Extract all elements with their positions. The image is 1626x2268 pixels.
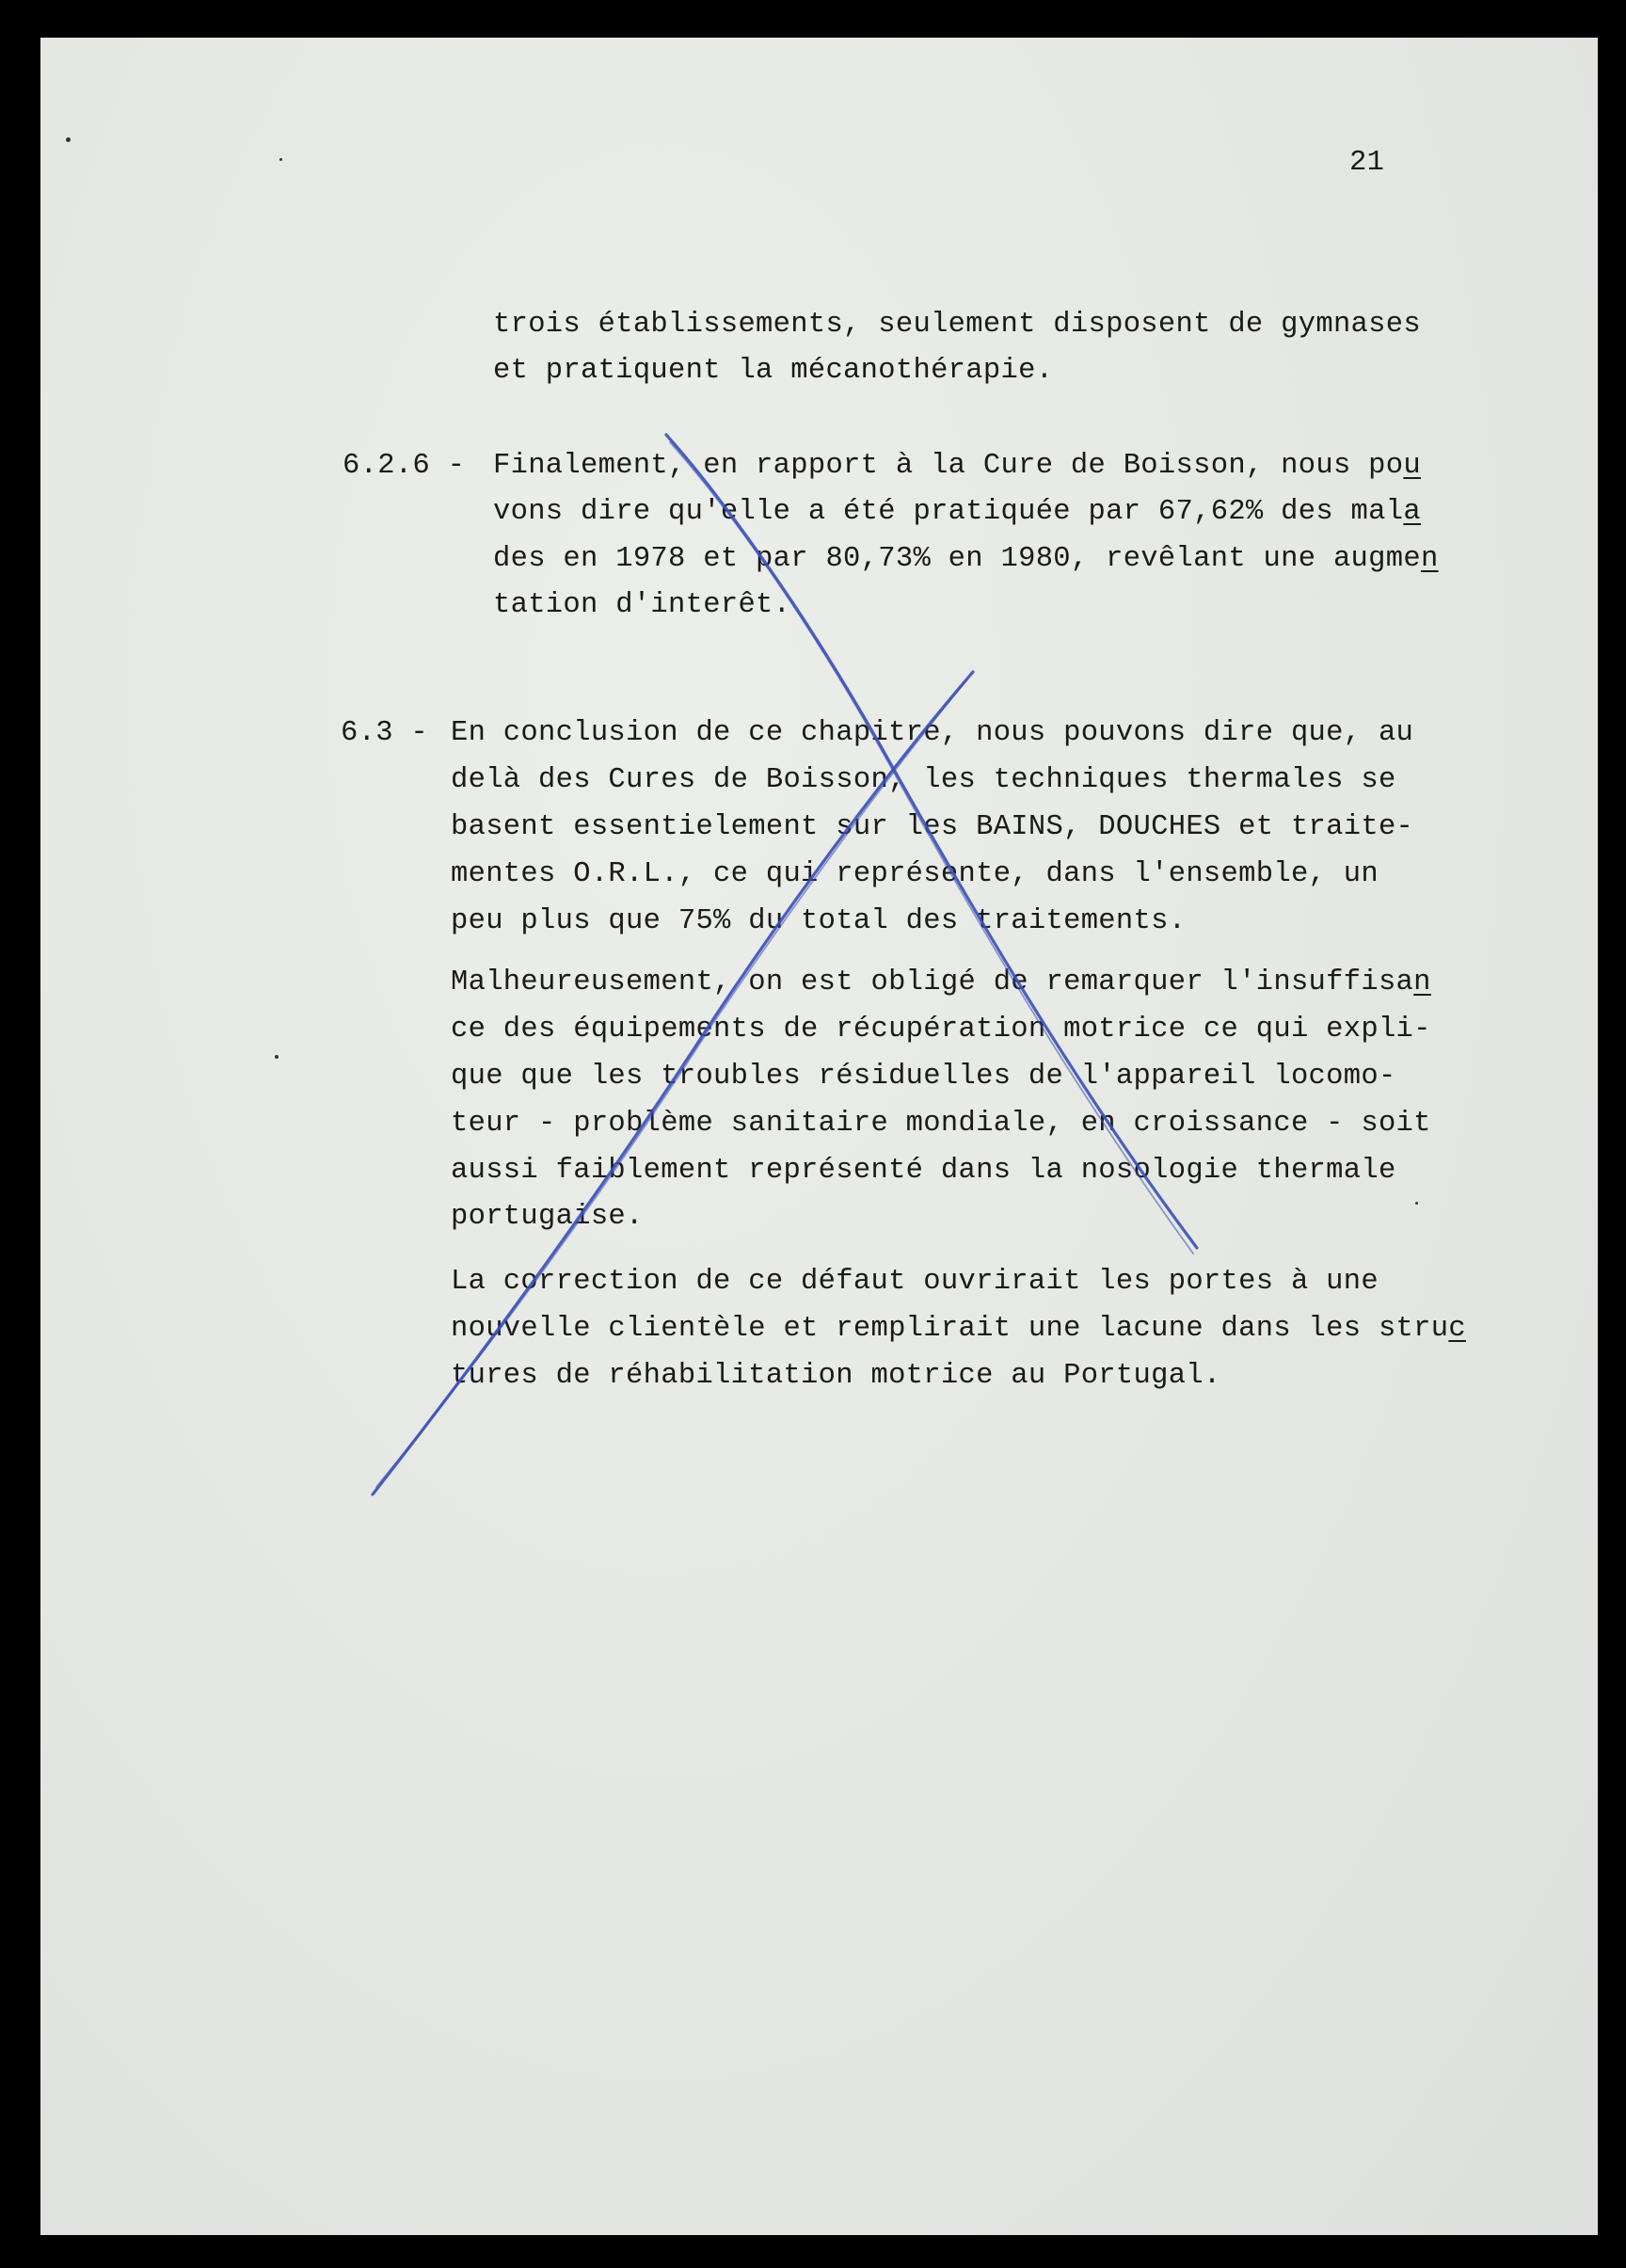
section-number-6-2-6: 6.2.6 - — [343, 450, 466, 482]
text-line: tures de réhabilitation motrice au Portugal. — [451, 1360, 1221, 1392]
text-line: ce des équipements de récupération motrice ce qui expli- — [451, 1014, 1431, 1046]
text-line: vons dire qu'elle a été pratiquée par 67,62% des mala — [493, 496, 1421, 528]
page-number: 21 — [1349, 147, 1385, 179]
text-line: Malheureusement, on est obligé de remarquer l'insuffisan — [451, 966, 1431, 998]
text-line: des en 1978 et par 80,73% en 1980, revêlant une augmen — [493, 543, 1439, 575]
text-line: mentes O.R.L., ce qui représente, dans l'ensemble, un — [451, 858, 1379, 890]
text-line: delà des Cures de Boisson, les techniques thermales se — [451, 764, 1396, 796]
section-6-2-6-text — [493, 450, 1439, 621]
paper-speck — [279, 158, 282, 161]
paper-speck — [66, 137, 71, 142]
text-line: En conclusion de ce chapitre, nous pouvons dire que, au — [451, 717, 1414, 749]
section-number-6-3: 6.3 - — [341, 717, 429, 749]
text-line: tation d'interêt. — [493, 589, 791, 621]
paragraph-malheureusement — [451, 966, 1431, 1233]
text-line: nouvelle clientèle et remplirait une lacune dans les struc — [451, 1313, 1466, 1345]
paper-speck — [275, 1055, 279, 1059]
text-line: basent essentielement sur les BAINS, DOUCHES et traite- — [451, 811, 1414, 843]
section-6-3-text — [451, 717, 1414, 937]
paper-speck — [1415, 1202, 1418, 1205]
text-line: Finalement, en rapport à la Cure de Boisson, nous pou — [493, 450, 1421, 482]
paragraph-continuation — [493, 309, 1421, 405]
text-line: que que les troubles résiduelles de l'appareil locomo- — [451, 1061, 1396, 1093]
text-line: peu plus que 75% du total des traitements. — [451, 905, 1187, 937]
text-line: La correction de ce défaut ouvrirait les portes à une — [451, 1266, 1379, 1298]
paragraph-correction — [451, 1266, 1466, 1394]
text-line: trois établissements, seulement disposent de gymnases — [493, 309, 1421, 341]
text-line: et pratiquent la mécanothérapie. — [493, 355, 1054, 387]
text-line: portugaise. — [451, 1201, 644, 1233]
text-line: teur - problème sanitaire mondiale, en croissance - soit — [451, 1108, 1431, 1140]
text-line: aussi faiblement représenté dans la nosologie thermale — [451, 1155, 1396, 1187]
